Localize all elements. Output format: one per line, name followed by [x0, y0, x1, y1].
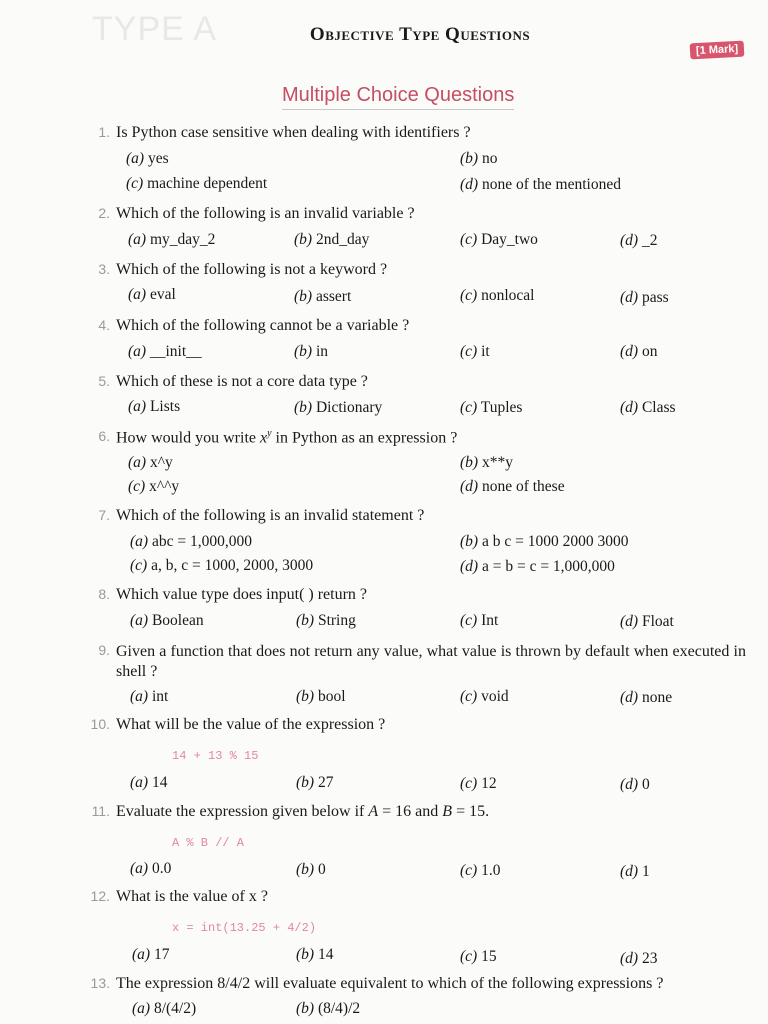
option-b: (b) assert — [294, 288, 352, 305]
code-snippet: x = int(13.25 + 4/2) — [172, 921, 317, 935]
question-number: 10. — [90, 716, 110, 732]
question-text: Evaluate the expression given below if A = 16 and B = 15. — [116, 803, 490, 820]
question-number: 7. — [98, 507, 110, 523]
option-b: (b) bool — [296, 688, 346, 705]
option-a: (a) 14 — [130, 774, 168, 791]
option-a: (a) 8/(4/2) — [132, 1000, 197, 1017]
option-c: (c) it — [460, 343, 490, 360]
option-b: (b) no — [460, 150, 498, 167]
question-text: Which of the following is not a keyword ? — [116, 261, 388, 278]
question-number: 13. — [90, 975, 110, 991]
option-c: (c) Tuples — [460, 399, 523, 416]
option-b: (b) x**y — [460, 454, 513, 471]
question-number: 6. — [98, 428, 110, 444]
page-title: Objective Type Questions — [309, 24, 531, 45]
option-a: (a) __init__ — [128, 343, 202, 360]
question-text: Which of the following is an invalid statement ? — [116, 507, 425, 524]
question-number: 5. — [98, 373, 110, 389]
question-text: What is the value of x ? — [116, 888, 268, 905]
option-c: (c) 15 — [460, 948, 497, 965]
question-number: 8. — [98, 586, 110, 602]
option-c: (c) 12 — [460, 775, 497, 792]
option-a: (a) int — [130, 688, 169, 705]
question-number: 1. — [98, 124, 110, 140]
option-b: (b) Dictionary — [294, 399, 383, 416]
question-text: What will be the value of the expression ? — [116, 716, 386, 733]
option-c: (c) void — [460, 688, 509, 705]
option-d: (d) on — [620, 343, 658, 360]
question-text: Is Python case sensitive when dealing with identifiers ? — [116, 124, 471, 141]
option-a: (a) eval — [128, 286, 176, 303]
option-a: (a) my_day_2 — [128, 231, 216, 248]
option-a: (a) yes — [126, 150, 169, 167]
question-number: 3. — [98, 261, 110, 277]
question-text: How would you write $x^y$ in Python as an expression ? — [116, 428, 458, 447]
option-d: (d) none of these — [460, 478, 565, 495]
watermark-type-a: TYPE A — [92, 10, 218, 48]
option-b: (b) 27 — [296, 774, 334, 791]
code-snippet: 14 + 13 % 15 — [172, 749, 259, 763]
option-c: (c) Day_two — [460, 231, 538, 248]
option-b: (b) in — [294, 343, 329, 360]
option-d: (d) a = b = c = 1,000,000 — [460, 558, 615, 575]
question-number: 2. — [98, 205, 110, 221]
option-d: (d) Float — [620, 613, 674, 630]
option-d: (d) 1 — [620, 863, 650, 880]
option-a: (a) Boolean — [130, 612, 204, 629]
section-title: Multiple Choice Questions — [282, 84, 514, 110]
option-d: (d) none of the mentioned — [460, 176, 621, 193]
option-d: (d) none — [620, 689, 673, 706]
option-c: (c) Int — [460, 612, 499, 629]
option-d: (d) Class — [620, 399, 676, 416]
option-b: (b) 14 — [296, 946, 334, 963]
option-b: (b) 0 — [296, 861, 326, 878]
option-d: (d) _2 — [620, 232, 658, 249]
option-d: (d) pass — [620, 289, 669, 306]
option-b: (b) String — [296, 612, 356, 629]
question-number: 11. — [91, 803, 110, 819]
option-a: (a) 0.0 — [130, 860, 172, 877]
option-a: (a) Lists — [128, 398, 181, 415]
question-text: The expression 8/4/2 will evaluate equivalent to which of the following expressions ? — [116, 975, 664, 992]
option-d: (d) 23 — [620, 950, 658, 967]
option-c: (c) x^^y — [128, 478, 180, 495]
question-number: 4. — [98, 317, 110, 333]
question-text: Which of these is not a core data type ? — [116, 373, 368, 390]
question-number: 12. — [90, 888, 110, 904]
option-c: (c) 1.0 — [460, 862, 501, 879]
option-c: (c) nonlocal — [460, 287, 535, 304]
option-b: (b) (8/4)/2 — [296, 1000, 361, 1017]
question-text: Given a function that does not return any value, what value is thrown by default when executed in shell ? — [116, 643, 746, 680]
option-c: (c) a, b, c = 1000, 2000, 3000 — [130, 557, 314, 574]
option-c: (c) machine dependent — [126, 175, 268, 192]
option-a: (a) x^y — [128, 454, 173, 471]
question-number: 9. — [98, 642, 110, 658]
code-snippet: A % B // A — [172, 836, 245, 850]
question-text: Which of the following cannot be a variable ? — [116, 317, 410, 334]
question-text: Which value type does input( ) return ? — [116, 586, 368, 603]
option-b: (b) a b c = 1000 2000 3000 — [460, 533, 629, 550]
question-text: Which of the following is an invalid variable ? — [116, 205, 415, 222]
option-d: (d) 0 — [620, 776, 650, 793]
option-a: (a) 17 — [132, 946, 170, 963]
marks-badge: [1 Mark] — [690, 41, 745, 60]
option-a: (a) abc = 1,000,000 — [130, 533, 252, 550]
option-b: (b) 2nd_day — [294, 231, 370, 248]
